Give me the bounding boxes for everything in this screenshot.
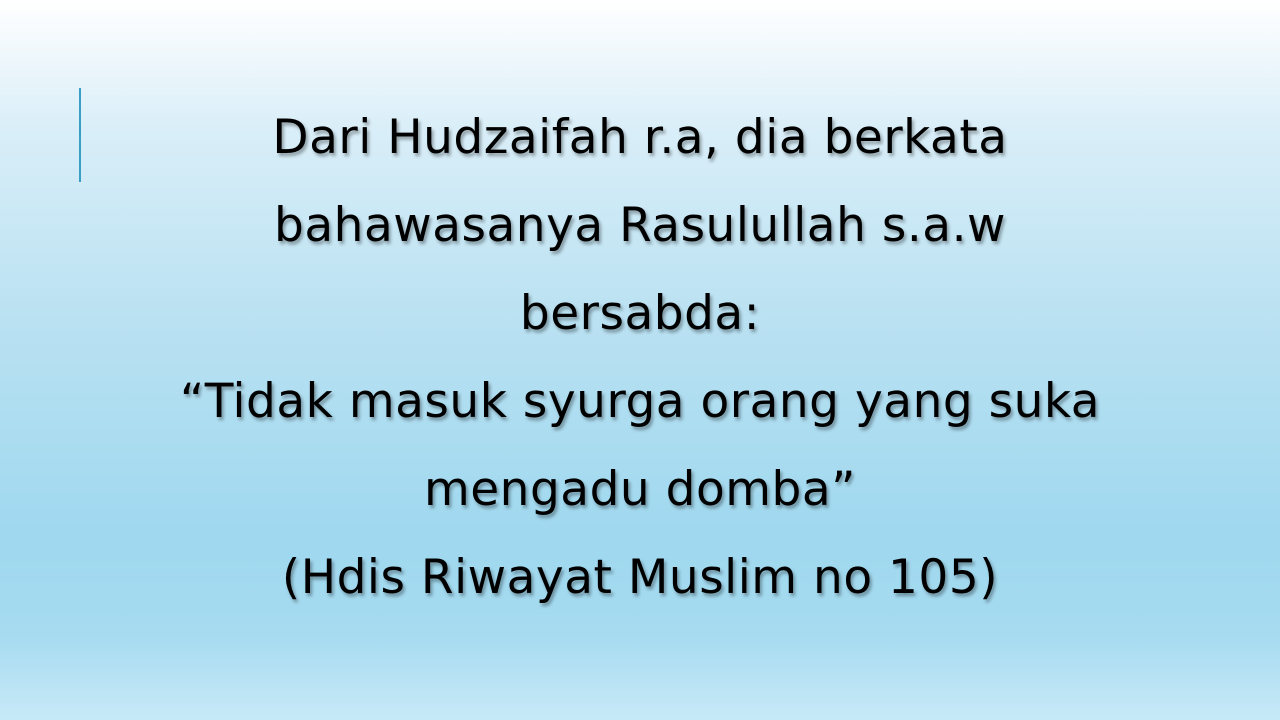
text-line-said: bersabda: (519, 286, 761, 341)
slide-text-body (40, 94, 1240, 622)
text-line-quote-start: “Tidak masuk syurga orang yang suka (179, 374, 1101, 429)
text-line-narrator: bahawasanya Rasulullah s.a.w (274, 198, 1006, 253)
text-line-intro: Dari Hudzaifah r.a, dia berkata (272, 110, 1008, 165)
text-line-source: (Hdis Riwayat Muslim no 105) (281, 550, 999, 605)
text-line-quote-end: mengadu domba” (423, 462, 857, 517)
